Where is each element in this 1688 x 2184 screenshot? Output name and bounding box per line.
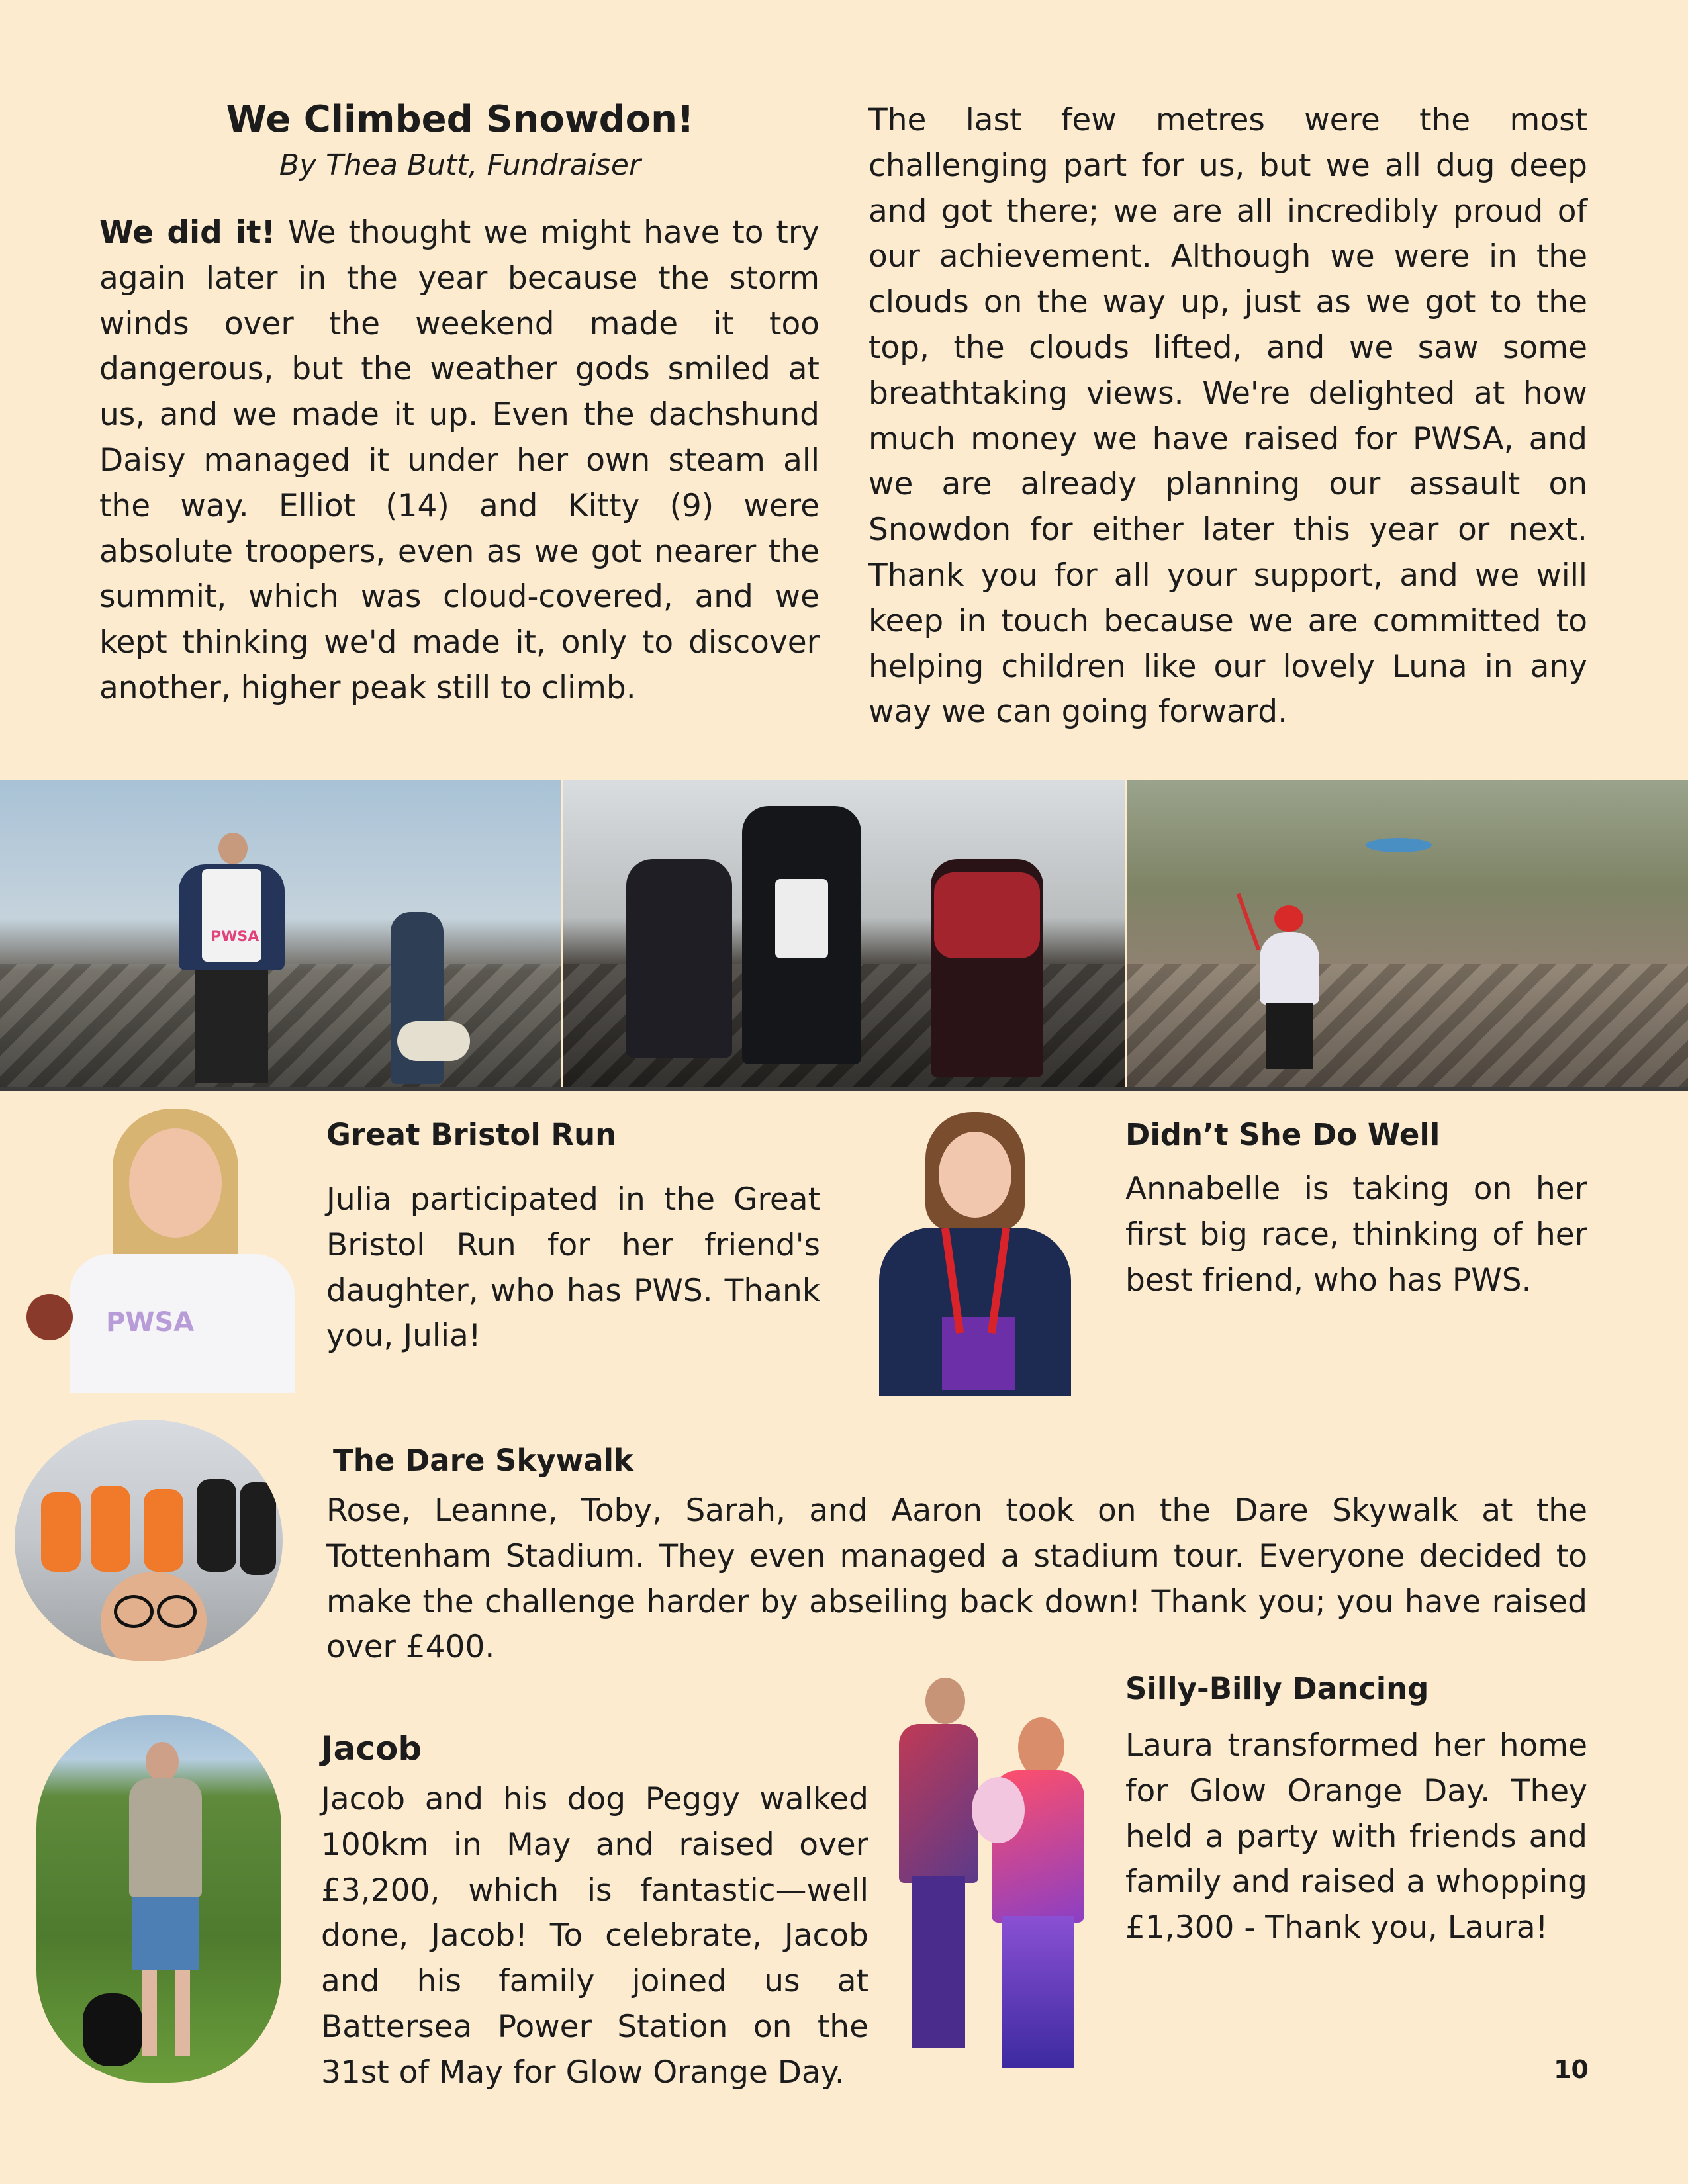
didnt-text: Annabelle is taking on her first big race, thinking of her best friend, who has PWS.: [1125, 1171, 1587, 1298]
article-byline: By Thea Butt, Fundraiser: [279, 148, 641, 182]
didnt-heading: Didn’t She Do Well: [1125, 1117, 1440, 1152]
page-number: 10: [1554, 2055, 1589, 2084]
julia-photo: [13, 1102, 305, 1393]
article-paragraph-1-text: We thought we might have to try again later in the year because the storm winds over the weekend made it too dangerous, but the weather gods smiled at us, and we made it up. Even the dachshund Daisy managed it under her own steam all the way. Elliot (14) and Kitty (9) were absolute troopers, even as we got nearer the summit, which was cloud-covered, and we kept thinking we'd made it, only to discover another, higher peak still to climb.: [99, 214, 820, 706]
summit-photo-3: [1127, 780, 1688, 1087]
bristol-text: Julia participated in the Great Bristol Run for her friend's daughter, who has PWS. Thank you, Julia!: [326, 1181, 820, 1355]
annabelle-photo: [879, 1105, 1071, 1396]
laura-photo: [886, 1678, 1098, 2075]
summit-photo-1: [0, 780, 561, 1087]
silly-text: Laura transformed her home for Glow Orange Day. They held a party with friends and family and raised a whopping £1,300 - Thank you, Laura!: [1125, 1727, 1587, 1946]
article-paragraph-2: The last few metres were the most challenging part for us, but we all dug deep and got there; we are all incredibly proud of our achievement. Although we were in the clouds on the way up, just as we got to the top, the clouds lifted, and we saw some breathtaking views. We're delighted at how much money we have raised for PWSA, and we are already planning our assault on Snowdon for either later this year or next. Thank you for all your support, and we will keep in touch because we are committed to helping children like our lovely Luna in any way we can going forward.: [868, 102, 1587, 731]
jacob-heading: Jacob: [321, 1729, 422, 1768]
skywalk-text: Rose, Leanne, Toby, Sarah, and Aaron took on the Dare Skywalk at the Tottenham Stadium. They even managed a stadium tour. Everyone decided to make the challenge harder by abseiling back down! Thank you; you have raised over £400.: [326, 1492, 1587, 1666]
article-lead: We did it!: [99, 214, 276, 251]
pwsa-shirt-logo: PWSA: [211, 929, 259, 945]
skywalk-photo: [15, 1420, 283, 1661]
summit-photo-2: [563, 780, 1124, 1087]
article-title: We Climbed Snowdon!: [226, 98, 694, 141]
jacob-text: Jacob and his dog Peggy walked 100km in May and raised over £3,200, which is fantastic—well done, Jacob! To celebrate, Jacob and his family joined us at Battersea Power Station on the 31st of May for Glow Orange Day.: [321, 1781, 868, 2091]
julia-pwsa-logo: PWSA: [106, 1307, 195, 1338]
skywalk-heading: The Dare Skywalk: [333, 1443, 633, 1478]
snowdon-photo-strip: [0, 780, 1688, 1091]
bristol-heading: Great Bristol Run: [326, 1117, 617, 1152]
silly-heading: Silly-Billy Dancing: [1125, 1671, 1429, 1706]
article-paragraph-1: [99, 210, 820, 711]
jacob-photo: [36, 1715, 281, 2083]
